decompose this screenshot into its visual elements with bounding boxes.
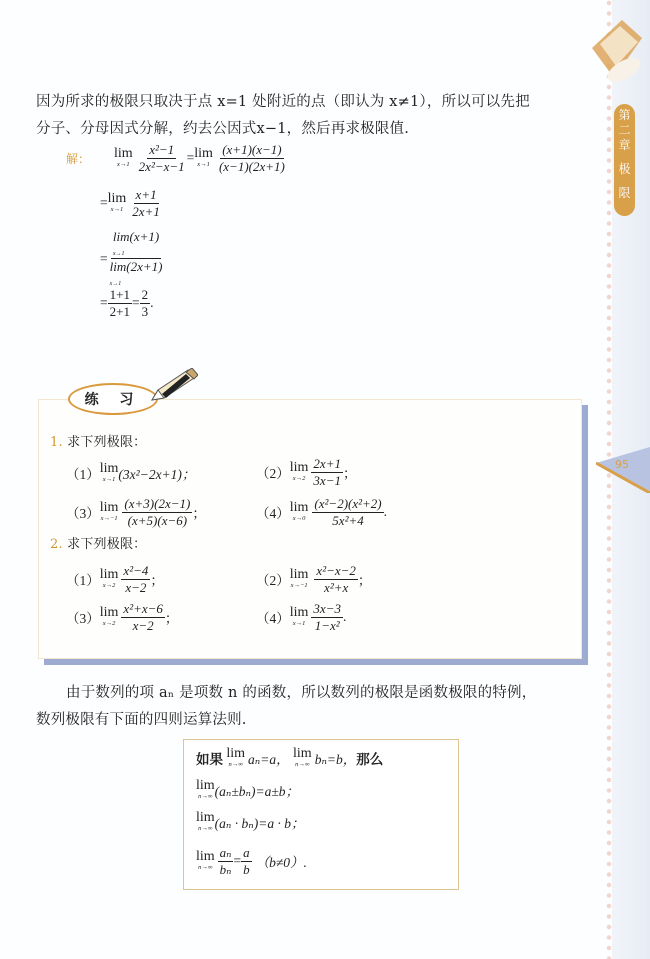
page-number: 95 — [615, 458, 629, 471]
fraction: $\frac{x+1}{2x+1}$ — [132, 187, 160, 219]
exercise-q1-item-3: （3） lim x→−1 $\frac{(x+3)(2x-1)}{(x+5)(x-6)}$ ； — [66, 496, 206, 528]
exercise-q2-item-1: （1） lim x→2 $\frac{\text{x²−4}}{x-2}$ ； — [66, 563, 164, 595]
solution-step-1: 解： lim x→1 $\frac{\text{x²−1}}{\text{2x²−x−1}}$ = lim x→1 $\frac{(x+1)(x-1)}{(x-1)(2x+1)}$ — [66, 142, 285, 174]
lim-operator: lim x→1 — [194, 146, 213, 169]
sequence-line-2: 数列极限有下面的四则运算法则. — [36, 712, 247, 728]
intro-line-1: 因为所求的极限只取决于点 x=1 处附近的点（即认为 x≠1），所以可以先把 — [36, 94, 530, 110]
chapter-char: 章 — [618, 138, 631, 152]
pencil-icon — [148, 368, 198, 404]
rule-sum: lim n→∞ (aₙ±bₙ)=a±b； — [196, 778, 300, 800]
exercise-q1-item-4: （4） lim x→0 $\frac{\text{(x²−2)(x²+2)}}{\text{5x²+4}}$ . — [256, 496, 387, 528]
solution-step-2: = lim x→1 $\frac{x+1}{2x+1}$ — [100, 187, 160, 219]
fraction: lim(x+1) x→1 lim(2x+1) x→1 — [109, 229, 163, 287]
exercise-q1-item-1: （1） lim x→1 (3x²−2x+1)； — [66, 461, 196, 483]
exercise-q1-item-2: （2） lim x→2 $\frac{2x+1}{3x-1}$ ； — [256, 456, 357, 488]
solution-step-3: = lim(x+1) x→1 lim(2x+1) x→1 — [100, 229, 163, 287]
exercise-q2-heading: 2. 求下列极限： — [50, 537, 147, 552]
fraction: $\frac{(x+1)(x-1)}{(x-1)(2x+1)}$ — [218, 142, 285, 174]
lim-operator: lim x→1 — [114, 146, 133, 169]
exercise-q2-item-2: （2） lim x→−1 $\frac{\text{x²−x−2}}{\text{x²+x}}$ ； — [256, 563, 372, 595]
chapter-char: 极 — [618, 162, 631, 176]
rules-condition: 如果 lim n→∞ aₙ=a， lim n→∞ bₙ=b， 那么 — [196, 746, 384, 768]
chapter-char: 限 — [618, 186, 631, 200]
exercise-q2-item-4: （4） lim x→1 $\frac{3x-3}{\text{1−x²}}$ . — [256, 601, 347, 633]
solution-label: 解： — [66, 151, 91, 166]
chapter-char: 第 — [618, 108, 631, 122]
chapter-tab — [614, 104, 635, 216]
exercise-q1-heading: 1. 求下列极限： — [50, 435, 147, 450]
chapter-char: 二 — [618, 123, 631, 137]
intro-line-2: 分子、分母因式分解，约去公因式x−1，然后再求极限值. — [36, 121, 410, 137]
exercise-title: 练 习 — [68, 383, 158, 415]
sequence-line-1: 由于数列的项 aₙ 是项数 n 的函数，所以数列的极限是函数极限的特例， — [66, 685, 537, 701]
lim-operator: lim x→1 — [107, 191, 127, 214]
fraction: $\frac{\text{x²−1}}{\text{2x²−x−1}}$ — [138, 142, 185, 174]
fraction: $\frac{1+1}{2+1}$ — [109, 287, 130, 319]
fraction: $\frac{2}{3}$ — [141, 287, 149, 319]
rule-quotient: lim n→∞ $\frac{\text{aₙ}}{\text{bₙ}}$ = $\frac{a}{b}$ （b≠0）. — [196, 845, 307, 877]
rule-product: lim n→∞ (aₙ · bₙ)=a · b； — [196, 810, 305, 832]
folder-hand-icon — [582, 18, 644, 88]
exercise-q2-item-3: （3） lim x→2 $\frac{\text{x²+x−6}}{x-2}$ ； — [66, 601, 179, 633]
solution-step-4: = $\frac{1+1}{2+1}$ = $\frac{2}{3}$ . — [100, 287, 154, 319]
